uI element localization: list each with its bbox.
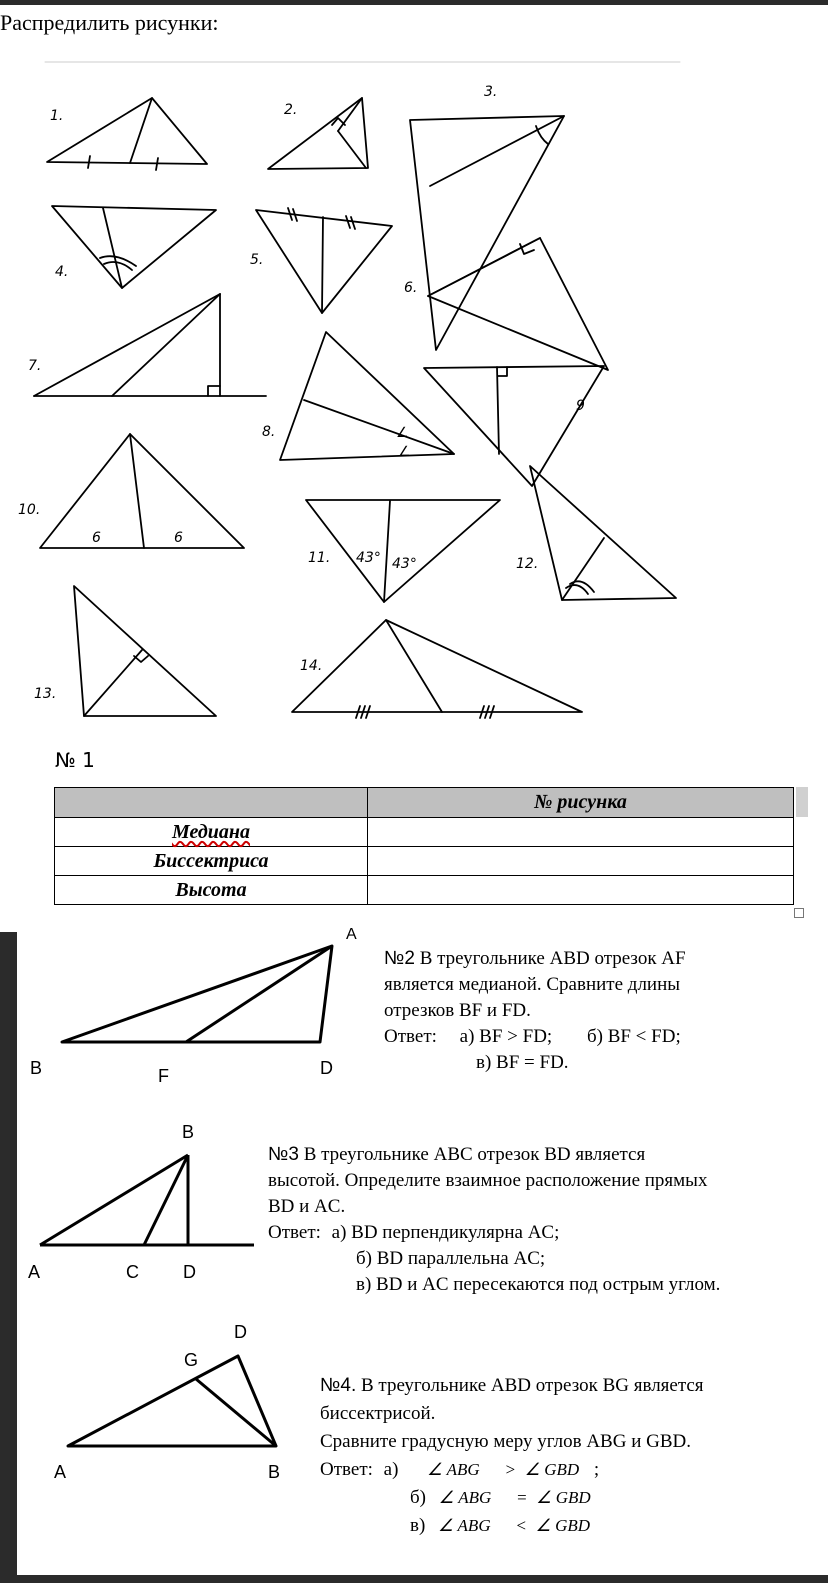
- task-4-option-c-left: ∠ ABG: [438, 1516, 491, 1535]
- task-2-triangle: [62, 946, 332, 1042]
- task-4-triangle: [68, 1356, 276, 1446]
- task-4-option-c-label: в): [410, 1515, 426, 1536]
- task-3-line-3: BD и AC.: [268, 1196, 346, 1217]
- figure-11-left-angle: 43°: [356, 550, 381, 566]
- task-4-option-b-label: б): [410, 1487, 426, 1508]
- task-2-line-2: является медианой. Сравните длины: [384, 974, 681, 995]
- task-4-option-a-end: ;: [593, 1459, 600, 1480]
- row-label-median: Медиана: [55, 818, 368, 847]
- figure-10-right-segment: 6: [174, 530, 183, 546]
- figure-10-left-segment: 6: [92, 530, 101, 546]
- figure-number-12: 12.: [516, 556, 539, 572]
- figure-number-10: 10.: [18, 502, 41, 518]
- task-4-option-a[interactable]: [320, 1456, 704, 1484]
- figure-number-14: 14.: [300, 658, 323, 674]
- task-2-line-3: отрезков BF и FD.: [384, 1000, 531, 1021]
- task-4-option-a-right: ∠ GBD: [524, 1460, 580, 1479]
- figure-8-angle-mark-bottom: ∠: [398, 444, 411, 460]
- figure-number-11: 11.: [308, 550, 331, 566]
- task-4-option-b-right: ∠ GBD: [536, 1488, 591, 1507]
- task-4-number: №4.: [320, 1375, 357, 1396]
- task-3-text: [268, 1142, 720, 1298]
- row-label-altitude: Высота: [55, 876, 368, 905]
- figure-number-2: 2.: [284, 102, 298, 118]
- page-heading: Распредилить рисунки:: [0, 10, 219, 35]
- figure-8-angle-mark-top: ∠: [396, 425, 409, 441]
- task-4-line-3: Сравните градусную меру углов ABG и GBD.: [320, 1431, 691, 1452]
- task-4-option-c-right: ∠ GBD: [535, 1516, 591, 1535]
- figure-number-8: 8.: [262, 424, 276, 440]
- t2-point-b: B: [30, 1058, 43, 1078]
- task-4-line-2: биссектрисой.: [320, 1403, 436, 1424]
- task-1-number: № 1: [55, 748, 95, 772]
- task-2-text: [384, 946, 686, 1076]
- t3-point-d: D: [183, 1262, 196, 1282]
- figure-number-3: 3.: [484, 84, 498, 100]
- task-2-answer-label: Ответ:: [384, 1026, 437, 1047]
- t3-point-a: A: [28, 1262, 41, 1282]
- task-4-line-1: В треугольнике ABD отрезок BG является: [356, 1375, 704, 1396]
- task-4-option-c[interactable]: [410, 1512, 704, 1540]
- t4-point-d: D: [234, 1322, 247, 1342]
- task-4-option-a-label: а): [383, 1459, 399, 1480]
- task-3-triangle: [40, 1155, 254, 1245]
- t3-point-b: B: [182, 1122, 195, 1142]
- figure-number-13: 13.: [34, 686, 57, 702]
- row-label-bisector: Биссектриса: [55, 847, 368, 876]
- task-2-line-1: В треугольнике ABD отрезок AF: [414, 948, 686, 969]
- t2-point-f: F: [158, 1066, 169, 1086]
- task-4-option-a-left: ∠ ABG: [427, 1460, 480, 1479]
- task-2-option-b[interactable]: б) BF < FD;: [586, 1026, 681, 1047]
- figure-number-1: 1.: [50, 108, 64, 124]
- t2-point-a: A: [346, 926, 357, 943]
- task-2-option-c[interactable]: в) BF = FD.: [476, 1052, 569, 1073]
- task-4-option-a-operator: >: [504, 1460, 516, 1479]
- t4-point-a: A: [54, 1462, 67, 1482]
- figure-11-right-angle: 43°: [392, 556, 417, 572]
- task-3-answer-label: Ответ:: [268, 1222, 321, 1243]
- task-4-option-b-left: ∠ ABG: [438, 1488, 492, 1507]
- t4-point-g: G: [184, 1350, 199, 1370]
- task-3-line-2: высотой. Определите взаимное расположение прямых: [268, 1170, 708, 1191]
- task-3-option-a[interactable]: а) BD перпендикулярна AC;: [331, 1222, 560, 1243]
- task-3-line-1: В треугольнике ABC отрезок BD является: [298, 1144, 646, 1165]
- task-4-option-b[interactable]: [410, 1484, 704, 1512]
- task-3-number: №3: [268, 1144, 299, 1165]
- figure-number-5: 5.: [250, 252, 264, 268]
- figure-number-9: 9: [576, 398, 585, 414]
- task-2-number: №2: [384, 948, 415, 969]
- task-4-option-c-operator: <: [515, 1516, 527, 1535]
- figure-number-6: 6.: [404, 280, 418, 296]
- t4-point-b: B: [268, 1462, 281, 1482]
- task-4-answer-label: Ответ:: [320, 1459, 373, 1480]
- task-3-option-b[interactable]: б) BD параллельна AC;: [356, 1248, 546, 1269]
- t3-point-c: C: [126, 1262, 139, 1282]
- task-3-option-c[interactable]: в) BD и AC пересекаются под острым углом.: [356, 1274, 721, 1295]
- header-figure-number: № рисунка: [368, 788, 794, 818]
- figure-number-4: 4.: [55, 264, 69, 280]
- figure-number-7: 7.: [28, 358, 42, 374]
- task-4-option-b-operator: =: [516, 1488, 528, 1507]
- task-4-text: [320, 1372, 704, 1540]
- task-2-option-a[interactable]: а) BF > FD;: [459, 1026, 553, 1047]
- t2-point-d: D: [320, 1058, 333, 1078]
